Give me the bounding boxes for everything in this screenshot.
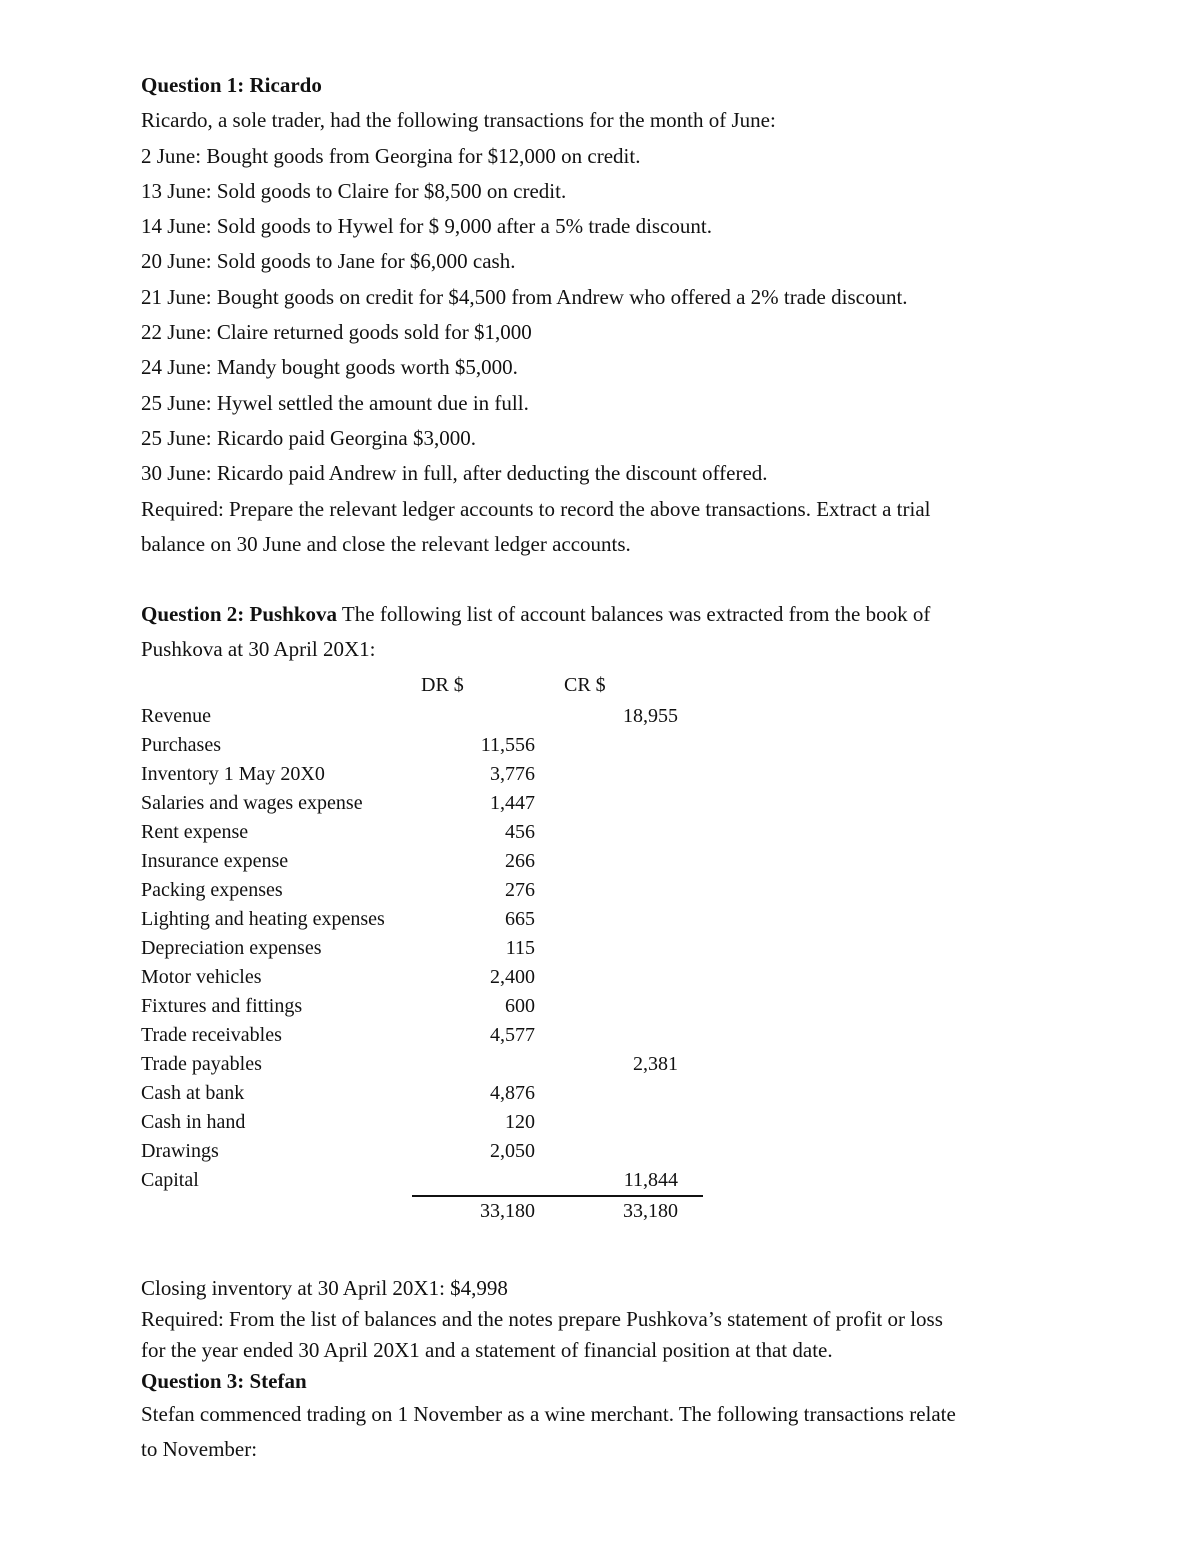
trial-balance-row xyxy=(141,934,721,963)
account-name: Inventory 1 May 20X0 xyxy=(141,762,325,785)
question-2-intro-cont: Pushkova at 30 April 20X1: xyxy=(141,637,376,662)
transaction-line: 2 June: Bought goods from Georgina for $12,000 on credit. xyxy=(141,143,641,168)
dr-amount: 266 xyxy=(505,849,535,872)
document-page xyxy=(141,68,1081,1467)
transaction-line: 25 June: Ricardo paid Georgina $3,000. xyxy=(141,425,476,450)
dr-amount: 115 xyxy=(505,936,535,959)
account-name: Insurance expense xyxy=(141,849,289,872)
trial-balance-row xyxy=(141,760,721,789)
trial-balance-header xyxy=(141,668,721,702)
dr-amount: 120 xyxy=(505,1110,535,1133)
transaction-line: 20 June: Sold goods to Jane for $6,000 cash. xyxy=(141,249,516,274)
question-1-required: Required: Prepare the relevant ledger accounts to record the above transactions. Extract a trial xyxy=(141,496,931,521)
account-name: Cash at bank xyxy=(141,1081,245,1104)
account-name: Drawings xyxy=(141,1139,219,1162)
account-name: Packing expenses xyxy=(141,878,283,901)
trial-balance-rows xyxy=(141,702,721,1195)
account-name: Depreciation expenses xyxy=(141,936,322,959)
dr-amount: 276 xyxy=(505,878,535,901)
question-2-intro: The following list of account balances was extracted from the book of xyxy=(341,602,931,627)
question-2-required: Required: From the list of balances and the notes prepare Pushkova’s statement of profit or loss xyxy=(141,1306,943,1331)
question-2-heading: Question 2: Pushkova xyxy=(141,602,338,627)
account-name: Salaries and wages expense xyxy=(141,791,363,814)
account-name: Fixtures and fittings xyxy=(141,994,303,1017)
dr-amount: 600 xyxy=(505,994,535,1017)
transaction-line: 30 June: Ricardo paid Andrew in full, after deducting the discount offered. xyxy=(141,461,768,486)
trial-balance-row xyxy=(141,1021,721,1050)
dr-amount: 456 xyxy=(505,820,535,843)
account-name: Trade payables xyxy=(141,1052,262,1075)
account-name: Revenue xyxy=(141,704,211,727)
question-2-intro-line xyxy=(141,597,1081,632)
trial-balance-table xyxy=(141,668,721,1227)
cr-amount: 2,381 xyxy=(633,1052,678,1075)
cr-amount: 11,844 xyxy=(623,1168,678,1191)
account-name: Rent expense xyxy=(141,820,249,843)
trial-balance-row xyxy=(141,992,721,1021)
trial-balance-row xyxy=(141,1137,721,1166)
dr-column-header: DR $ xyxy=(421,673,464,696)
dr-amount: 3,776 xyxy=(490,762,535,785)
dr-amount: 2,400 xyxy=(490,965,535,988)
transaction-line: 24 June: Mandy bought goods worth $5,000. xyxy=(141,355,518,380)
question-1-required-cont: balance on 30 June and close the relevant ledger accounts. xyxy=(141,531,631,556)
account-name: Trade receivables xyxy=(141,1023,282,1046)
total-dr: 33,180 xyxy=(480,1199,535,1222)
account-name: Capital xyxy=(141,1168,199,1191)
trial-balance-row xyxy=(141,1050,721,1079)
account-name: Cash in hand xyxy=(141,1110,246,1133)
dr-amount: 2,050 xyxy=(490,1139,535,1162)
dr-amount: 4,876 xyxy=(490,1081,535,1104)
question-2-required-cont: for the year ended 30 April 20X1 and a statement of financial position at that date. xyxy=(141,1337,833,1362)
account-name: Lighting and heating expenses xyxy=(141,907,385,930)
account-name: Motor vehicles xyxy=(141,965,262,988)
question-3-heading: Question 3: Stefan xyxy=(141,1368,307,1393)
trial-balance-row xyxy=(141,963,721,992)
dr-amount: 1,447 xyxy=(490,791,535,814)
question-1-heading: Question 1: Ricardo xyxy=(141,73,322,97)
dr-amount: 11,556 xyxy=(480,733,535,756)
question-3-intro-cont: to November: xyxy=(141,1437,258,1462)
transaction-line: 21 June: Bought goods on credit for $4,500 from Andrew who offered a 2% trade discount. xyxy=(141,284,908,309)
trial-balance-row xyxy=(141,1079,721,1108)
transaction-line: 13 June: Sold goods to Claire for $8,500 on credit. xyxy=(141,178,567,203)
question-3-intro: Stefan commenced trading on 1 November as a wine merchant. The following transactions relate xyxy=(141,1401,956,1426)
trial-balance-total-row xyxy=(141,1195,721,1227)
trial-balance-row xyxy=(141,847,721,876)
transaction-line: 14 June: Sold goods to Hywel for $ 9,000 after a 5% trade discount. xyxy=(141,214,712,239)
trial-balance-row xyxy=(141,905,721,934)
trial-balance-row xyxy=(141,1108,721,1137)
dr-amount: 665 xyxy=(505,907,535,930)
trial-balance-row xyxy=(141,818,721,847)
transaction-line: 25 June: Hywel settled the amount due in full. xyxy=(141,390,529,415)
trial-balance-row xyxy=(141,876,721,905)
dr-amount: 4,577 xyxy=(490,1023,535,1046)
total-cr: 33,180 xyxy=(623,1199,678,1222)
cr-column-header: CR $ xyxy=(564,673,606,696)
trial-balance-row xyxy=(141,702,721,731)
question-1-intro: Ricardo, a sole trader, had the following transactions for the month of June: xyxy=(141,108,776,133)
trial-balance-row xyxy=(141,731,721,760)
transaction-line: 22 June: Claire returned goods sold for $1,000 xyxy=(141,320,532,345)
trial-balance-row xyxy=(141,789,721,818)
cr-amount: 18,955 xyxy=(623,704,678,727)
closing-inventory: Closing inventory at 30 April 20X1: $4,998 xyxy=(141,1275,508,1300)
trial-balance-row xyxy=(141,1166,721,1195)
account-name: Purchases xyxy=(141,733,221,756)
